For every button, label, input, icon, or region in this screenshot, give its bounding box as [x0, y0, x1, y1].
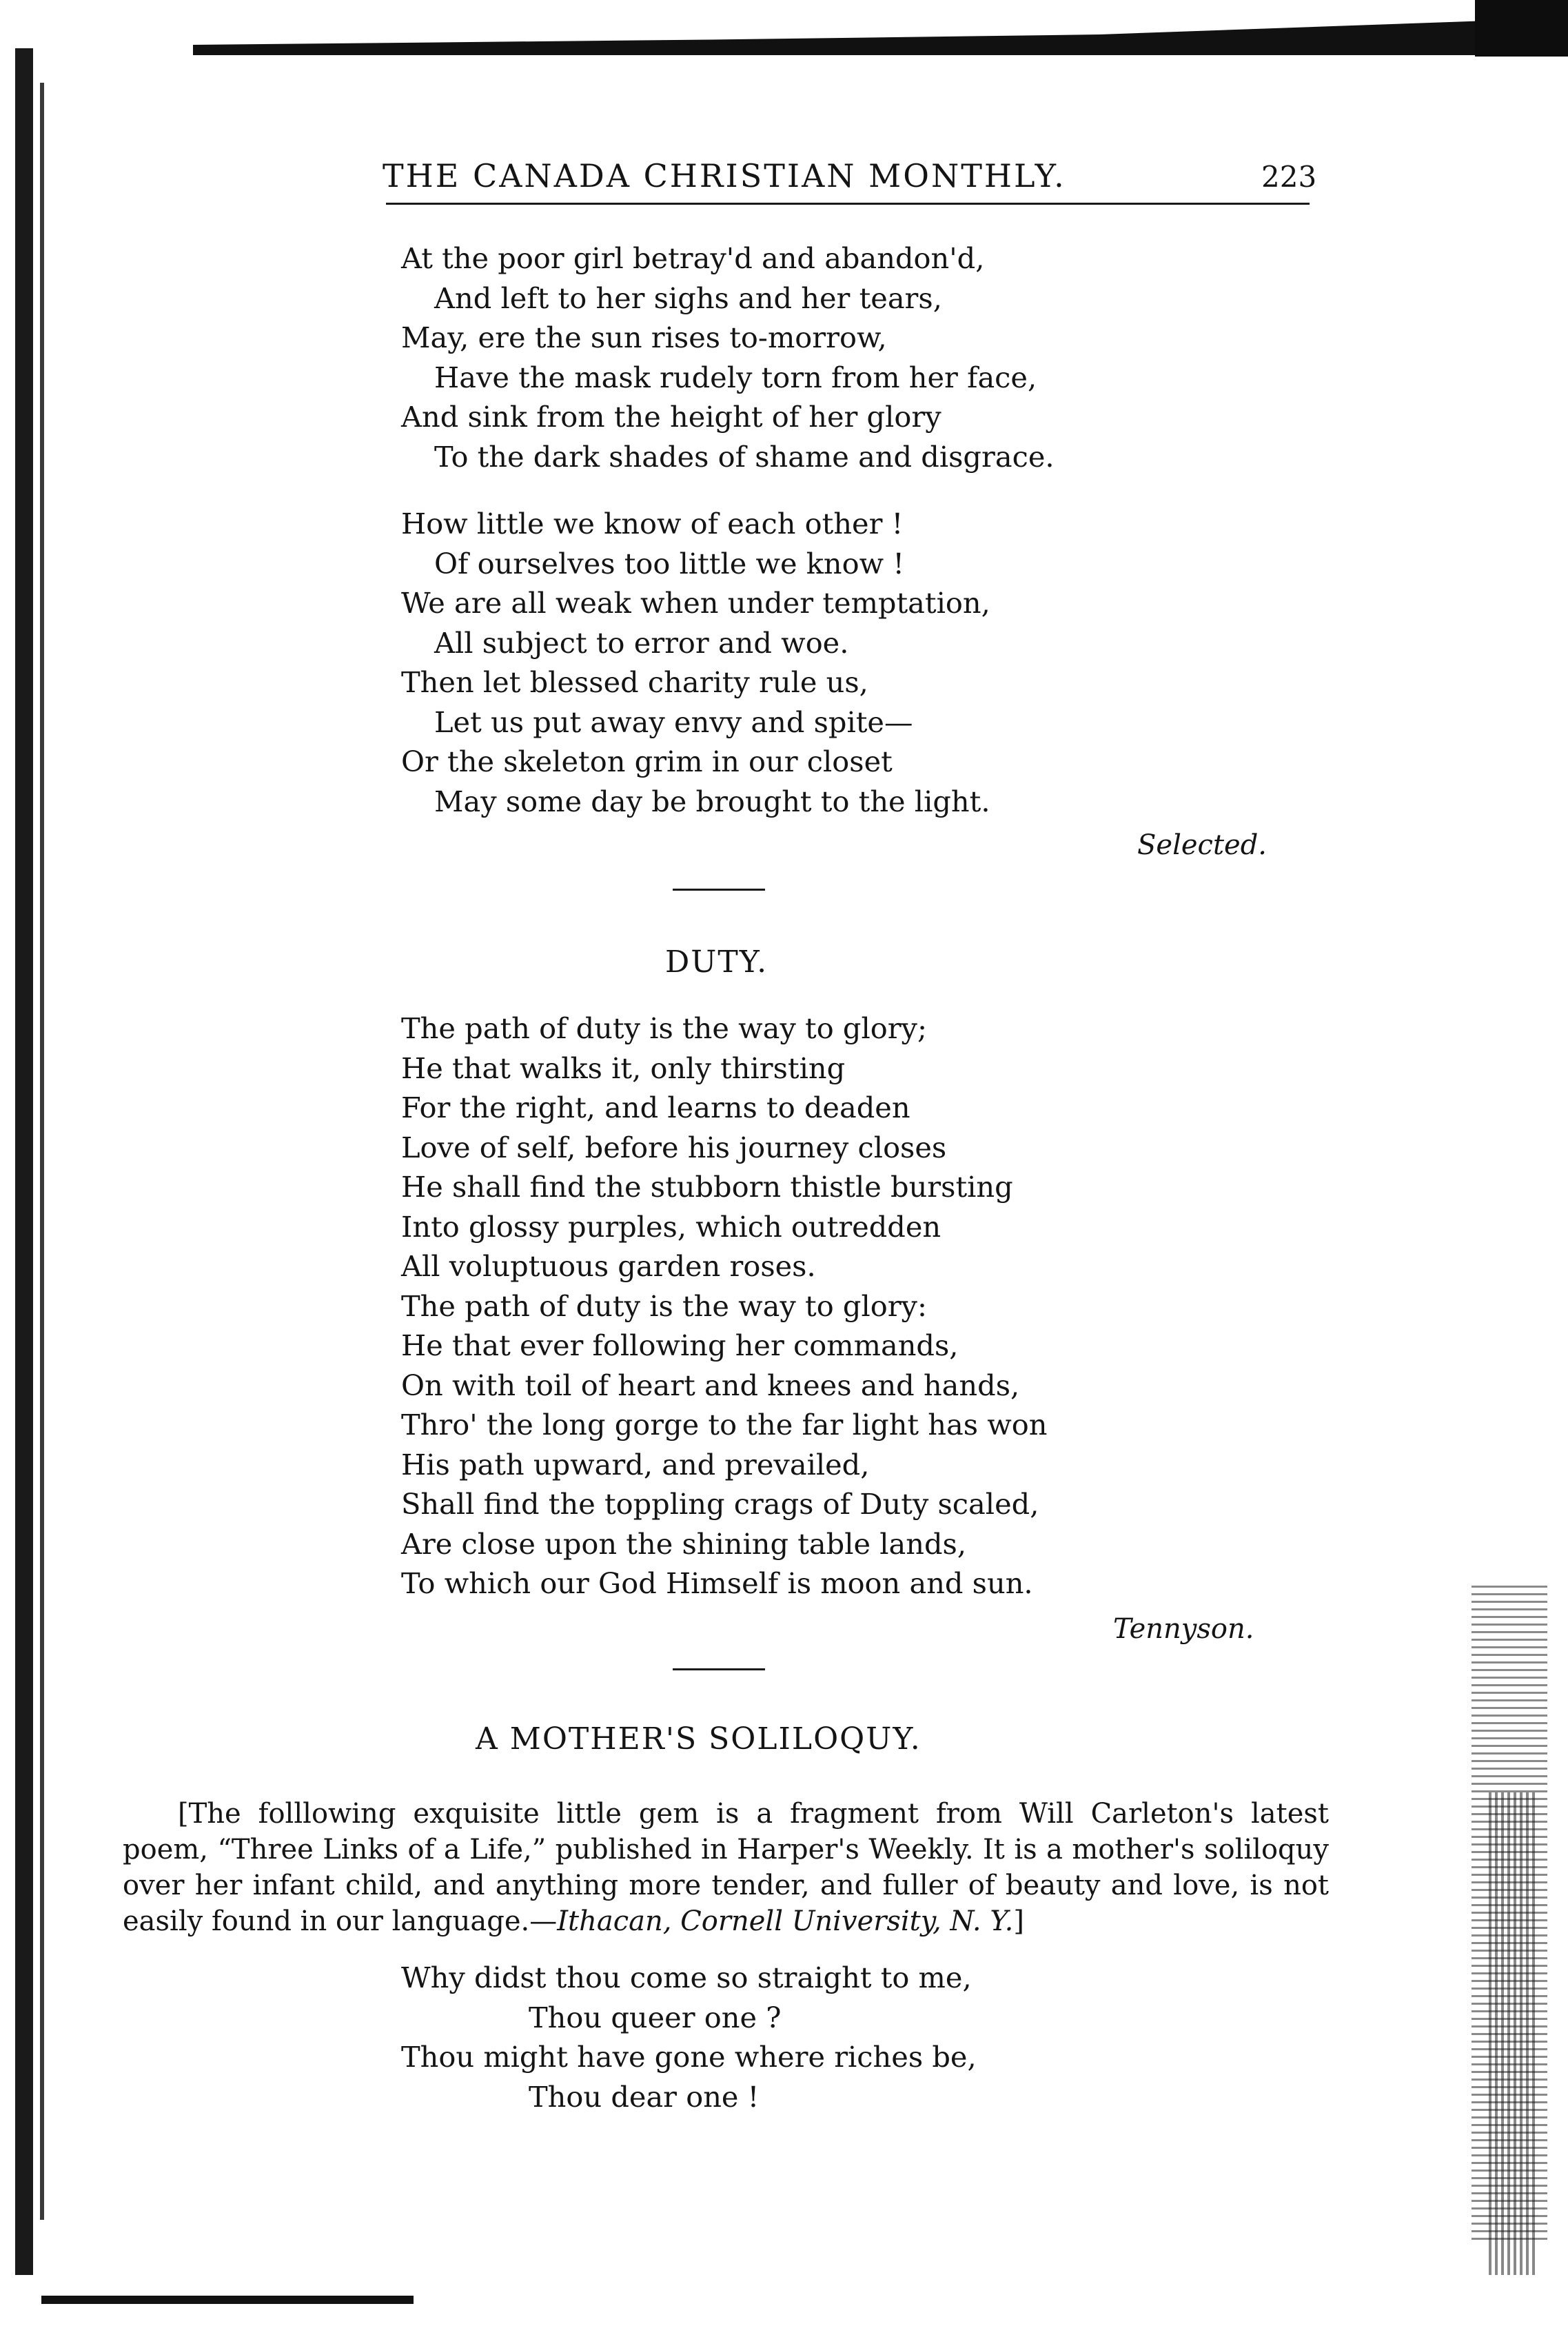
- poem3-body: [401, 1958, 977, 2116]
- intro-note: [123, 1796, 1329, 1939]
- running-header: [372, 157, 1406, 205]
- intro-text: [The folllowing exquisite little gem is a fragment from Will Carleton's latest poem, “Three Links of a Life,” published in Harper's Weekly. It is a mother's soliloquy over her infant child, and anything more tender, and fuller of beauty and love, is not easily found in our language.—: [123, 1798, 1329, 1937]
- verse-line: All voluptuous garden roses.: [401, 1249, 816, 1283]
- poem1-stanza2: [401, 504, 990, 821]
- verse-line: Why didst thou come so straight to me,: [401, 1961, 972, 1994]
- verse-line: Love of self, before his journey closes: [401, 1130, 947, 1164]
- verse-line: The path of duty is the way to glory:: [401, 1288, 927, 1323]
- verse-line: His path upward, and prevailed,: [401, 1447, 870, 1481]
- scan-edge-left-thin: [40, 83, 44, 2220]
- verse-line: He shall find the stubborn thistle bursting: [401, 1170, 1013, 1204]
- verse-line: All subject to error and woe.: [434, 625, 849, 660]
- header-rule: [386, 203, 1310, 205]
- scan-noise: [1489, 1792, 1537, 2275]
- verse-line: Thou queer one ?: [529, 2000, 782, 2034]
- poem1-stanza1: [401, 239, 1055, 476]
- poem3-heading: A MOTHER'S SOLILOQUY.: [476, 1721, 922, 1757]
- verse-line: Let us put away envy and spite—: [434, 705, 913, 739]
- scan-top-right-block: [1475, 0, 1568, 57]
- section-rule: [673, 1668, 765, 1670]
- verse-line: Then let blessed charity rule us,: [401, 665, 868, 699]
- verse-line: For the right, and learns to deaden: [401, 1091, 910, 1124]
- verse-line: Or the skeleton grim in our closet: [401, 745, 893, 778]
- verse-line: May some day be brought to the light.: [434, 784, 990, 818]
- verse-line: To which our God Himself is moon and sun.: [401, 1566, 1033, 1600]
- verse-line: Thou might have gone where riches be,: [401, 2040, 977, 2074]
- verse-line: At the poor girl betray'd and abandon'd,: [401, 241, 985, 275]
- poem1-attribution: Selected.: [1137, 829, 1267, 861]
- verse-line: Into glossy purples, which outredden: [401, 1209, 941, 1244]
- verse-line: On with toil of heart and knees and hands,: [401, 1368, 1020, 1402]
- scan-bottom-bar: [41, 2296, 414, 2304]
- verse-line: May, ere the sun rises to-morrow,: [401, 321, 887, 354]
- verse-line: And left to her sighs and her tears,: [434, 281, 942, 315]
- poem2-attribution: Tennyson.: [1113, 1613, 1254, 1645]
- verse-line: How little we know of each other !: [401, 507, 904, 540]
- verse-line: Are close upon the shining table lands,: [401, 1526, 967, 1561]
- verse-line: We are all weak when under temptation,: [401, 586, 990, 620]
- verse-line: Have the mask rudely torn from her face,: [434, 360, 1037, 394]
- page-number: 223: [1261, 160, 1317, 194]
- journal-title: THE CANADA CHRISTIAN MONTHLY.: [383, 157, 1066, 194]
- intro-citation: Ithacan, Cornell University, N. Y.: [557, 1905, 1014, 1937]
- scan-top-bar: [193, 21, 1489, 55]
- poem2-body: [401, 1009, 1047, 1604]
- verse-line: And sink from the height of her glory: [401, 400, 941, 434]
- intro-close: ]: [1013, 1905, 1024, 1937]
- verse-line: Thou dear one !: [529, 2079, 760, 2114]
- scan-edge-left: [15, 48, 33, 2275]
- verse-line: Of ourselves too little we know !: [434, 546, 905, 580]
- verse-line: He that ever following her commands,: [401, 1328, 959, 1362]
- section-rule: [673, 889, 765, 891]
- verse-line: Thro' the long gorge to the far light has won: [401, 1408, 1048, 1442]
- verse-line: The path of duty is the way to glory;: [401, 1011, 927, 1045]
- poem2-heading: DUTY.: [665, 944, 768, 980]
- verse-line: He that walks it, only thirsting: [401, 1051, 846, 1085]
- verse-line: Shall find the toppling crags of Duty scaled,: [401, 1487, 1039, 1521]
- verse-line: To the dark shades of shame and disgrace.: [434, 439, 1055, 474]
